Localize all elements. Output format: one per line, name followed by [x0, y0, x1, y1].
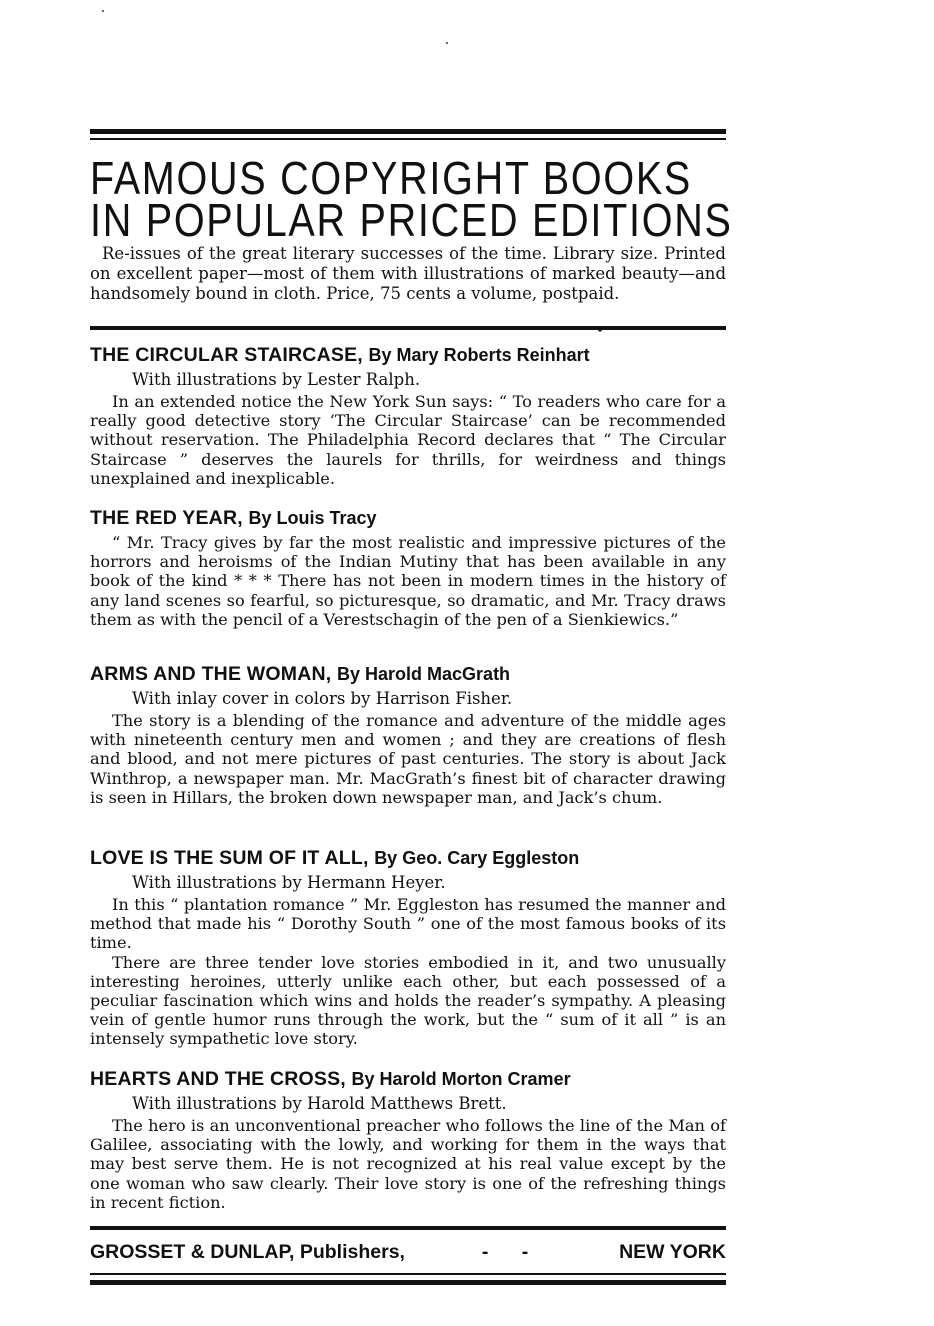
bottom-rule-thick [90, 1280, 726, 1285]
book-description [90, 392, 726, 488]
intro-text: Re-issues of the great literary successes of the time. Library size. Printed on excellent paper—most of them with illustrations of marked beauty—and handsomely bound in cloth. Price, 75 cents a volume, postpaid. [90, 244, 726, 303]
book-title-text: ARMS AND THE WOMAN, [90, 663, 332, 685]
book-paragraph: There are three tender love stories embodied in it, and two unusually interesting heroines, utterly unlike each other, but each possessed of a peculiar fascination which wins and holds the reader’s sympathy. A pleasing vein of gentle humor runs through the work, but the “ sum of it all ” is an intensely sympathetic love story. [90, 952, 726, 1049]
intro-rule [90, 326, 726, 330]
book-red-year [90, 506, 726, 629]
book-title [90, 662, 726, 686]
footer-dashes: - - [481, 1241, 543, 1263]
book-paragraph: In an extended notice the New York Sun says: “ To readers who care for a really good detective story ‘The Circular Staircase’ can be recommended without reservation. The Philadelphia Record declares that “ The Circular Staircase ” deserves the laurels for thrills, for weirdness and things unexplained and inexplicable. [90, 392, 726, 488]
book-description [90, 895, 726, 1049]
book-author: By Louis Tracy [248, 508, 377, 528]
book-subtitle: With illustrations by Hermann Heyer. [132, 873, 446, 892]
book-description [90, 533, 726, 629]
book-title-text: HEARTS AND THE CROSS, [90, 1068, 346, 1090]
book-subtitle: With illustrations by Harold Matthews Brett. [132, 1094, 507, 1113]
publisher-city: NEW YORK [619, 1241, 726, 1263]
book-author: By Geo. Cary Eggleston [374, 848, 580, 868]
top-rule-thin [90, 138, 726, 140]
book-arms-and-the-woman [90, 662, 726, 807]
headline-line-2: IN POPULAR PRICED EDITIONS [90, 194, 733, 246]
book-circular-staircase [90, 343, 726, 488]
intro-paragraph [90, 244, 726, 304]
book-hearts-and-the-cross [90, 1067, 726, 1212]
book-title [90, 343, 726, 367]
book-love-is-the-sum [90, 846, 726, 1049]
book-title [90, 846, 726, 870]
book-paragraph: The story is a blending of the romance and adventure of the middle ages with nineteenth century men and women ; and they are creations of flesh and blood, and not mere pictures of past centuries. The story is about Jack Winthrop, a newspaper man. Mr. MacGrath’s finest bit of character drawing is seen in Hillars, the broken down newspaper man, and Jack’s chum. [90, 711, 726, 807]
book-paragraph: “ Mr. Tracy gives by far the most realistic and impressive pictures of the horrors and heroisms of the Indian Mutiny that has been available in any book of the kind * * * There has not been in modern times in the history of any land scenes so fearful, so picturesque, so dramatic, and Mr. Tracy draws them as with the pencil of a Verestschagin of the pen of a Sienkiewics.” [90, 533, 726, 629]
rule-ornament [593, 326, 607, 332]
book-paragraph: In this “ plantation romance ” Mr. Eggleston has resumed the manner and method that made his “ Dorothy South ” one of the most famous books of its time. [90, 895, 726, 953]
book-author: By Mary Roberts Reinhart [368, 345, 590, 365]
headline-line-1: FAMOUS COPYRIGHT BOOKS [90, 152, 693, 204]
publisher-name: GROSSET & DUNLAP, Publishers, [90, 1241, 405, 1263]
publisher-footer [90, 1239, 726, 1265]
book-subtitle: With illustrations by Lester Ralph. [132, 370, 421, 389]
print-speck [446, 42, 448, 44]
book-title-text: THE RED YEAR, [90, 507, 243, 529]
book-title-text: LOVE IS THE SUM OF IT ALL, [90, 847, 369, 869]
book-description [90, 1116, 726, 1212]
book-description [90, 711, 726, 807]
book-author: By Harold MacGrath [337, 664, 511, 684]
book-author: By Harold Morton Cramer [351, 1069, 571, 1089]
advertisement-page [90, 0, 733, 1326]
bottom-rule-thin [90, 1273, 726, 1275]
book-title-text: THE CIRCULAR STAIRCASE, [90, 344, 363, 366]
book-subtitle: With inlay cover in colors by Harrison Fisher. [132, 689, 513, 708]
top-rule-thick [90, 129, 726, 134]
book-title [90, 506, 726, 530]
print-speck [102, 10, 104, 12]
footer-rule-top [90, 1226, 726, 1230]
book-title [90, 1067, 726, 1091]
book-paragraph: The hero is an unconventional preacher who follows the line of the Man of Galilee, associating with the lowly, and working for them in the ways that may best serve them. He is not recognized at his real value except by the one woman who saw clearly. Their love story is one of the refreshing things in recent fiction. [90, 1116, 726, 1212]
